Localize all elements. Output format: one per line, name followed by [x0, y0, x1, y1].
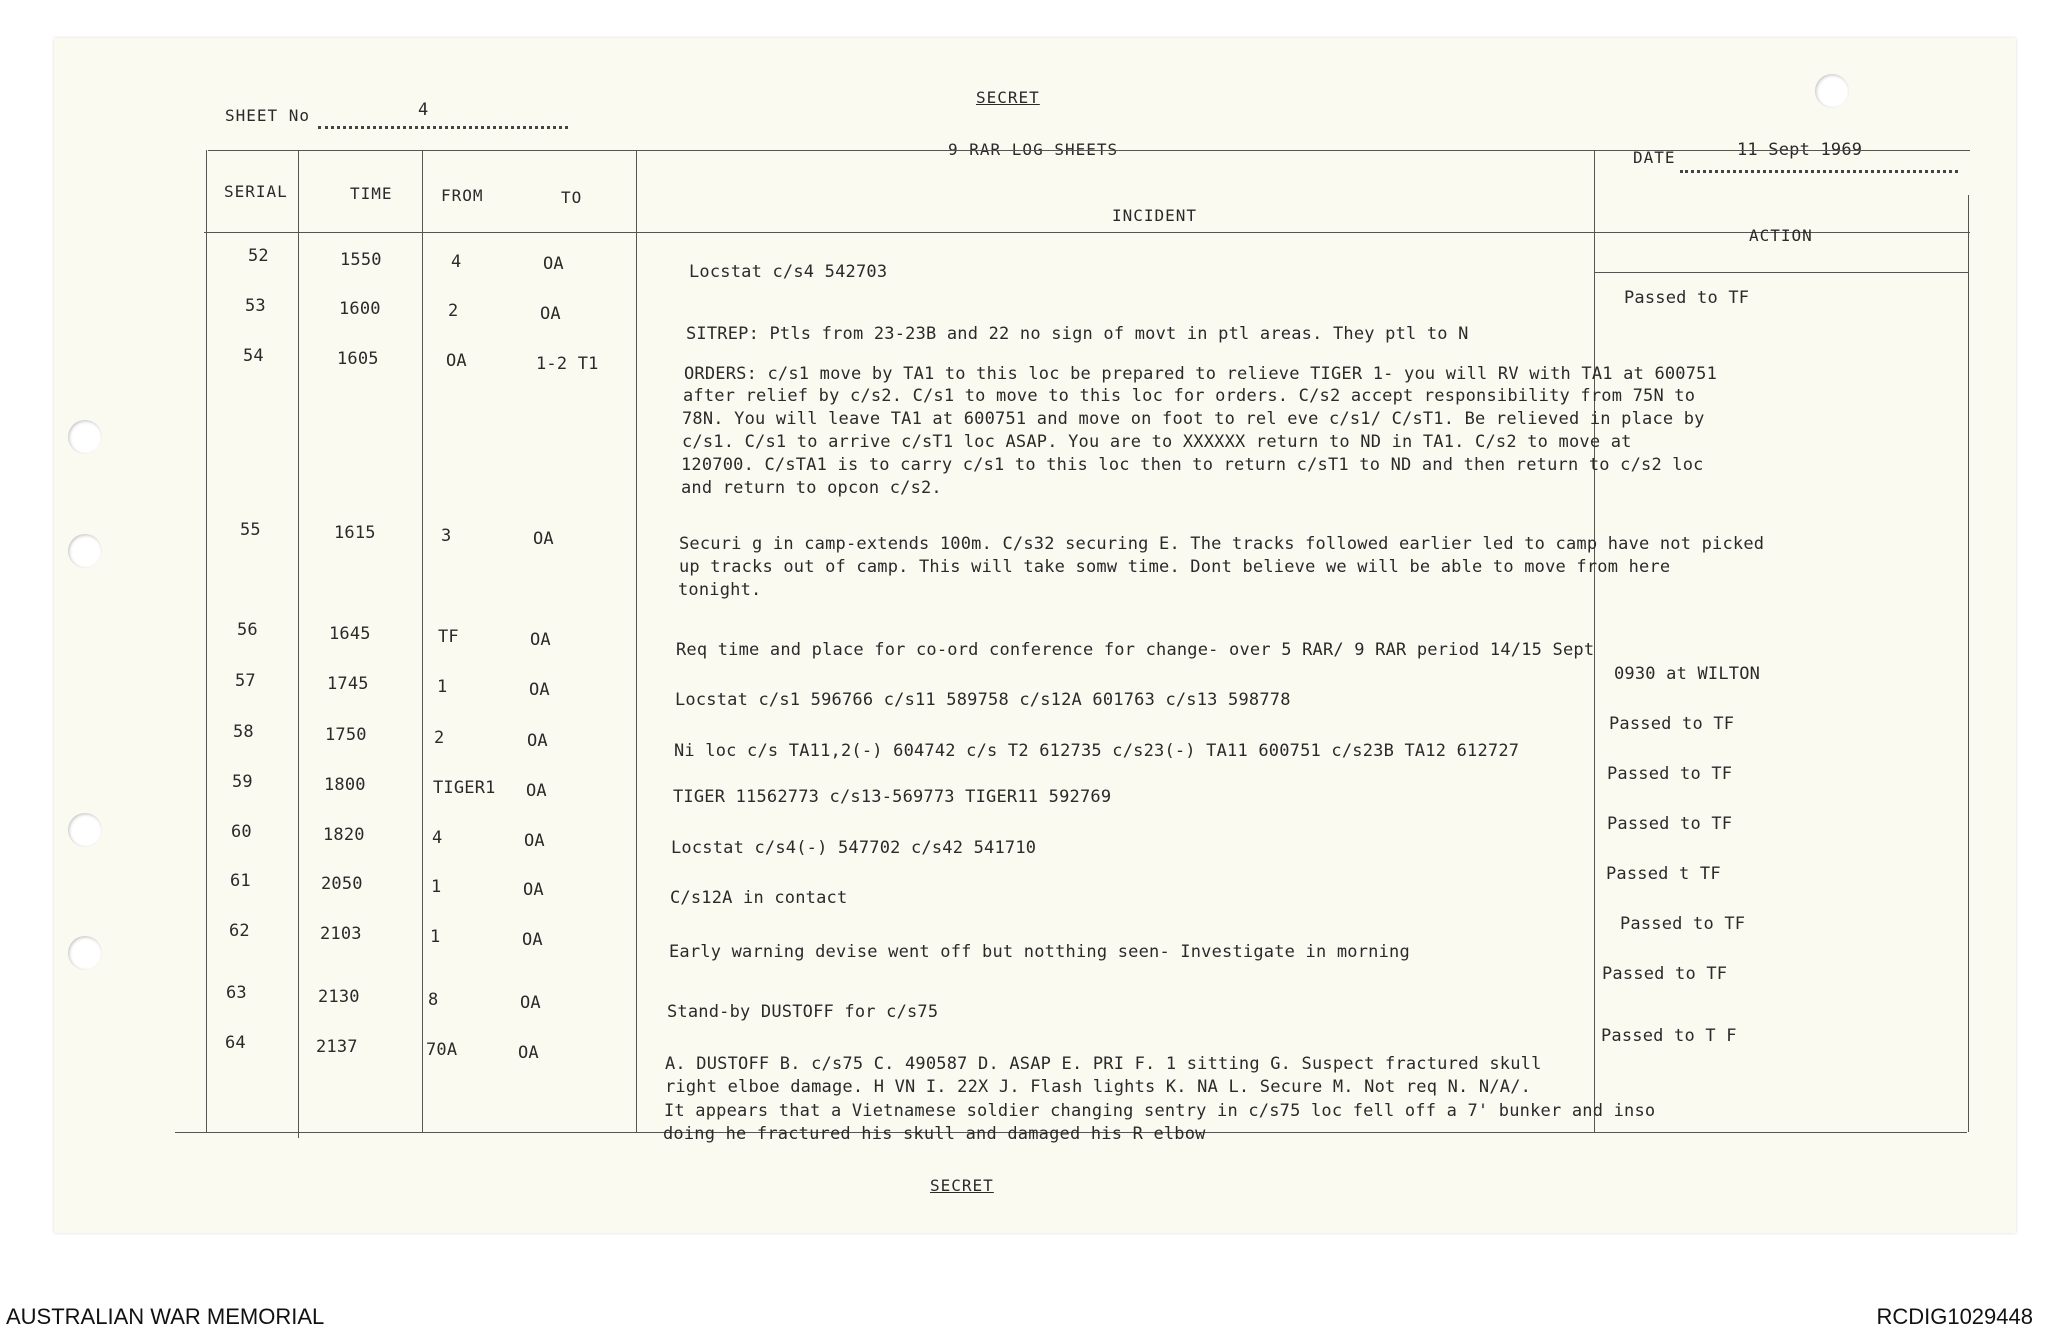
row-61-action: Passed t TF	[1606, 864, 1721, 884]
row-54-time: 1605	[337, 349, 379, 369]
row-64-to: OA	[518, 1043, 539, 1063]
sheet-number: 4	[418, 100, 429, 120]
row-59-incident: TIGER 11562773 c/s13-569773 TIGER11 592769	[673, 787, 1112, 807]
row-55-incident-line: tonight.	[678, 580, 762, 600]
col-from: FROM	[441, 186, 484, 205]
row-54-to: 1-2 T1	[536, 354, 599, 374]
row-63-time: 2130	[318, 987, 360, 1007]
row-53-time: 1600	[339, 299, 381, 319]
row-61-incident: C/s12A in contact	[670, 888, 848, 908]
row-52-incident: Locstat c/s4 542703	[689, 262, 888, 282]
row-54-from: OA	[446, 351, 467, 371]
row-59-time: 1800	[324, 775, 366, 795]
row-57-to: OA	[529, 680, 550, 700]
row-61-from: 1	[431, 877, 442, 897]
row-60-action: Passed to TF	[1607, 814, 1733, 834]
col-incident: INCIDENT	[1112, 206, 1198, 225]
row-56-to: OA	[530, 630, 551, 650]
row-61-to: OA	[523, 880, 544, 900]
col-action: ACTION	[1749, 226, 1813, 245]
row-57-time: 1745	[327, 674, 369, 694]
row-55-from: 3	[441, 526, 452, 546]
row-52-from: 4	[451, 252, 462, 272]
log-title: 9 RAR LOG SHEETS	[948, 140, 1119, 159]
row-58-time: 1750	[325, 725, 367, 745]
punch-hole	[68, 813, 102, 847]
header-bottom-border	[204, 232, 1970, 233]
archive-footer	[0, 1296, 2047, 1339]
row-58-to: OA	[527, 731, 548, 751]
row-54-serial: 54	[243, 346, 264, 366]
row-58-incident: Ni loc c/s TA11,2(-) 604742 c/s T2 612735 c/s23(-) TA11 600751 c/s23B TA12 612727	[674, 741, 1520, 761]
sheet-label: SHEET No	[225, 106, 311, 125]
punch-hole	[1815, 74, 1849, 108]
row-63-to: OA	[520, 993, 541, 1013]
row-53-action: Passed to TF	[1624, 288, 1750, 308]
action-header-divider	[1594, 272, 1968, 273]
row-63-from: 8	[428, 990, 439, 1010]
punch-hole	[68, 936, 102, 970]
row-58-action: Passed to TF	[1609, 714, 1735, 734]
row-63-serial: 63	[226, 983, 247, 1003]
row-60-time: 1820	[323, 825, 365, 845]
punch-hole	[68, 534, 102, 568]
row-57-from: 1	[437, 677, 448, 697]
row-52-time: 1550	[340, 250, 382, 270]
row-53-serial: 53	[245, 296, 266, 316]
row-57-action: 0930 at WILTON	[1614, 664, 1761, 684]
row-53-from: 2	[448, 301, 459, 321]
col-serial: SERIAL	[224, 182, 288, 201]
archive-reference: RCDIG1029448	[1876, 1304, 2033, 1329]
col-to: TO	[561, 188, 583, 207]
row-54-incident-line: ORDERS: c/s1 move by TA1 to this loc be prepared to relieve TIGER 1- you will RV with TA1 at 600751	[684, 364, 1718, 384]
row-55-serial: 55	[240, 520, 261, 540]
row-61-time: 2050	[321, 874, 363, 894]
row-54-incident-line: c/s1. C/s1 to arrive c/sT1 loc ASAP. You are to XXXXXX return to ND in TA1. C/s2 to move at	[682, 432, 1632, 452]
row-55-incident-line: up tracks out of camp. This will take somw time. Dont believe we will be able to move from here	[679, 557, 1671, 577]
classification-top: SECRET	[976, 88, 1040, 107]
row-55-to: OA	[533, 529, 554, 549]
row-59-to: OA	[526, 781, 547, 801]
row-56-from: TF	[438, 627, 459, 647]
row-55-time: 1615	[334, 523, 376, 543]
row-60-incident: Locstat c/s4(-) 547702 c/s42 541710	[671, 838, 1037, 858]
row-64-incident-line: It appears that a Vietnamese soldier changing sentry in c/s75 loc fell off a 7' bunker and inso	[664, 1101, 1656, 1121]
row-58-serial: 58	[233, 722, 254, 742]
row-59-action: Passed to TF	[1607, 764, 1733, 784]
row-60-from: 4	[432, 828, 443, 848]
row-58-from: 2	[434, 728, 445, 748]
row-54-incident-line: and return to opcon c/s2.	[681, 478, 942, 498]
punch-hole	[68, 420, 102, 454]
date-label: DATE	[1633, 148, 1676, 167]
row-63-incident: Stand-by DUSTOFF for c/s75	[667, 1002, 939, 1022]
row-64-incident-line: right elboe damage. H VN I. 22X J. Flash lights K. NA L. Secure M. Not req N. N/A/.	[665, 1077, 1532, 1097]
row-56-incident: Req time and place for co-ord conference for change- over 5 RAR/ 9 RAR period 14/15 Sept	[676, 640, 1595, 660]
row-57-serial: 57	[235, 671, 256, 691]
table-top-border	[208, 150, 1970, 151]
row-63-action: Passed to TF	[1602, 964, 1728, 984]
row-62-serial: 62	[229, 921, 250, 941]
row-54-incident-line: 78N. You will leave TA1 at 600751 and move on foot to rel eve c/s1/ C/sT1. Be relieved in place by	[682, 409, 1705, 429]
row-64-action: Passed to T F	[1601, 1026, 1737, 1046]
table-right-border	[1968, 195, 1969, 1132]
row-62-to: OA	[522, 930, 543, 950]
classification-bottom: SECRET	[930, 1176, 994, 1195]
row-52-to: OA	[543, 254, 564, 274]
row-57-incident: Locstat c/s1 596766 c/s11 589758 c/s12A 601763 c/s13 598778	[675, 690, 1291, 710]
date-value: 11 Sept 1969	[1737, 140, 1863, 160]
row-59-serial: 59	[232, 772, 253, 792]
time-from-divider	[422, 150, 423, 1132]
row-54-incident-line: 120700. C/sTA1 is to carry c/s1 to this loc then to return c/sT1 to ND and then return to c/s2 loc	[681, 455, 1704, 475]
row-60-serial: 60	[231, 822, 252, 842]
archive-institution: AUSTRALIAN WAR MEMORIAL	[6, 1304, 325, 1329]
row-56-serial: 56	[237, 620, 258, 640]
row-62-incident: Early warning devise went off but notthing seen- Investigate in morning	[669, 942, 1410, 962]
row-64-time: 2137	[316, 1037, 358, 1057]
row-56-time: 1645	[329, 624, 371, 644]
row-53-to: OA	[540, 304, 561, 324]
row-62-time: 2103	[320, 924, 362, 944]
row-62-action: Passed to TF	[1620, 914, 1746, 934]
row-60-to: OA	[524, 831, 545, 851]
row-53-incident: SITREP: Ptls from 23-23B and 22 no sign of movt in ptl areas. They ptl to N	[686, 324, 1469, 344]
row-64-incident-line: A. DUSTOFF B. c/s75 C. 490587 D. ASAP E. PRI F. 1 sitting G. Suspect fractured skull	[665, 1054, 1542, 1074]
date-dotline	[1680, 170, 1958, 173]
to-incident-divider	[636, 150, 637, 1132]
row-64-incident-line: doing he fractured his skull and damaged his R elbow	[663, 1124, 1206, 1144]
row-62-from: 1	[430, 927, 441, 947]
row-54-incident-line: after relief by c/s2. C/s1 to move to this loc for orders. C/s2 accept responsibility from 75N to	[683, 386, 1696, 406]
row-59-from: TIGER1	[433, 778, 496, 798]
row-61-serial: 61	[230, 871, 251, 891]
col-time: TIME	[350, 184, 393, 203]
row-52-serial: 52	[248, 246, 269, 266]
row-64-from: 70A	[426, 1040, 458, 1060]
table-left-border	[206, 150, 207, 1132]
serial-time-divider	[298, 150, 299, 1138]
sheet-number-dotline	[318, 126, 568, 129]
row-64-serial: 64	[225, 1033, 246, 1053]
row-55-incident-line: Securi g in camp-extends 100m. C/s32 securing E. The tracks followed earlier led to camp have not picked	[679, 534, 1765, 554]
